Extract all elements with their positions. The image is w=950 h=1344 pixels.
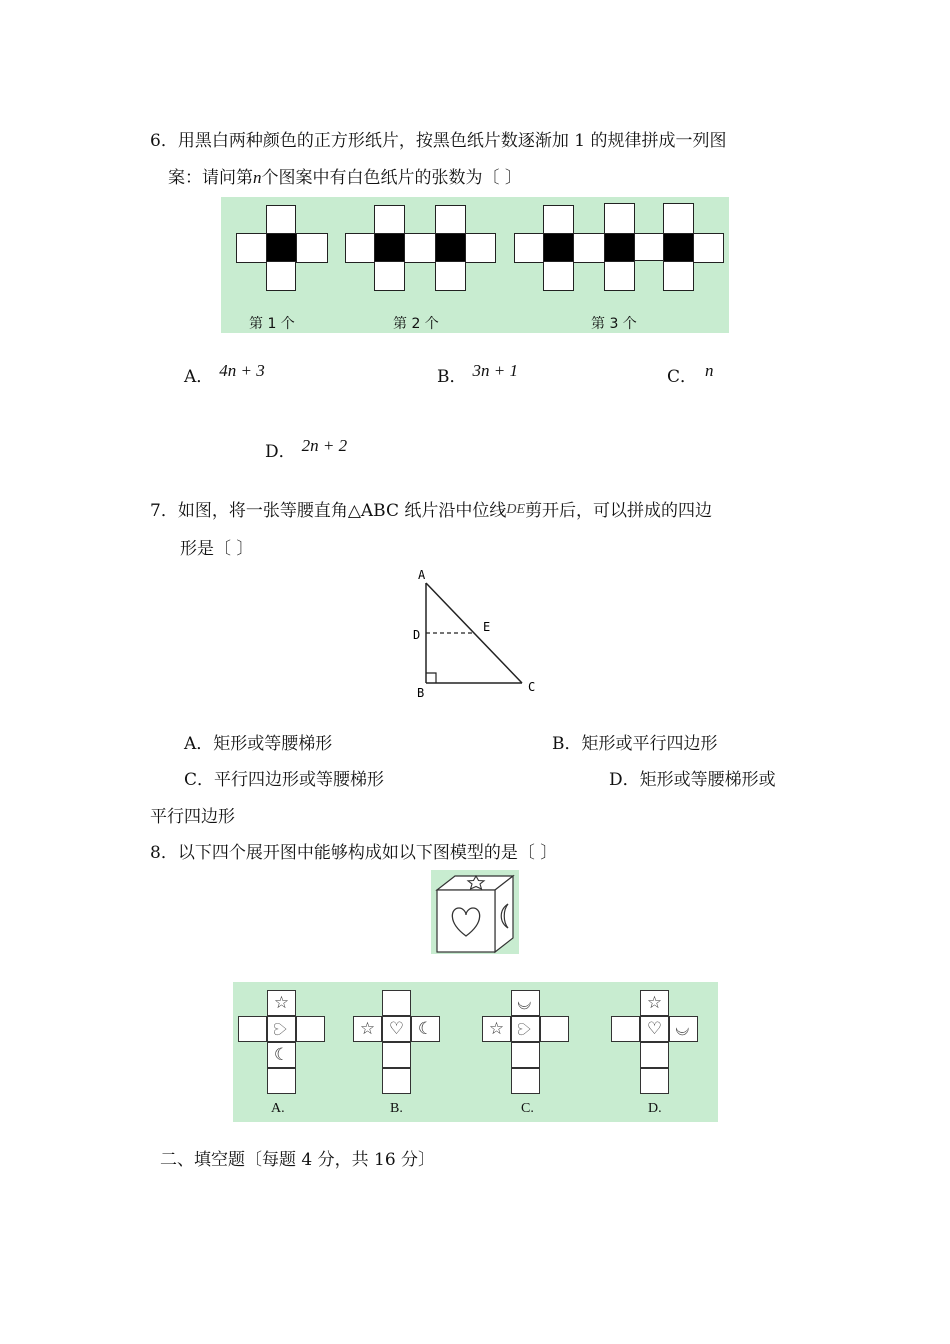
net-label-c: C.: [521, 1101, 534, 1116]
point-b-label: B: [417, 686, 425, 700]
net-c-face: [511, 1042, 540, 1068]
net-c-face: [482, 1016, 511, 1042]
net-a-face: [238, 1016, 267, 1042]
q7-line1-b: 剪开后，可以拼成的四边: [525, 501, 713, 521]
heart-icon: ♡: [515, 1021, 536, 1037]
net-a-face: [267, 1042, 296, 1068]
q7-line1-a: 7．如图，将一张等腰直角△ABC 纸片沿中位线: [150, 501, 507, 521]
star-icon: ☆: [646, 993, 663, 1013]
q7-option-d-continued: 平行四边形: [150, 807, 235, 827]
net-a-face: [267, 1016, 296, 1042]
q6-line2-b: 个图案中有白色纸片的张数为〔 〕: [261, 168, 522, 188]
white-square: [435, 205, 466, 235]
white-square: [634, 233, 664, 261]
net-b-face: [353, 1016, 382, 1042]
option-letter: A．: [184, 367, 214, 387]
net-c-face: [511, 1016, 540, 1042]
moon-icon: ☾: [417, 1019, 434, 1039]
white-square: [266, 205, 296, 235]
moon-icon: ☾: [673, 1021, 694, 1037]
net-d-face: [669, 1016, 698, 1042]
net-c-face: [511, 1068, 540, 1094]
option-expr: 2n + 2: [301, 436, 348, 455]
moon-icon: ☾: [515, 995, 536, 1011]
black-square: [663, 233, 694, 263]
white-square: [663, 261, 694, 291]
point-d-label: D: [413, 628, 421, 642]
pattern-label-2: 第 2 个: [393, 316, 439, 332]
white-square: [435, 261, 466, 291]
white-square: [296, 233, 328, 263]
black-square: [374, 233, 405, 263]
q6-pattern-figure: [221, 197, 729, 333]
black-square: [543, 233, 574, 263]
net-a-face: [267, 990, 296, 1016]
white-square: [604, 203, 635, 235]
q7-line1: [150, 496, 712, 521]
q7-var-de: DE: [506, 502, 526, 517]
net-d-face: [640, 1068, 669, 1094]
white-square: [543, 261, 574, 291]
black-square: [266, 233, 298, 263]
white-square: [693, 233, 724, 263]
net-d-face: [640, 990, 669, 1016]
star-icon: ☆: [488, 1019, 505, 1039]
net-b-face: [382, 990, 411, 1016]
q8-cube-model: [431, 870, 519, 954]
q6-var-n: n: [253, 168, 262, 187]
net-d-face: [640, 1016, 669, 1042]
net-b-face: [382, 1042, 411, 1068]
q8-nets-figure: [233, 982, 718, 1122]
white-square: [266, 261, 296, 291]
heart-icon: ♡: [271, 1021, 292, 1037]
white-square: [465, 233, 496, 263]
net-c-face: [511, 990, 540, 1016]
net-c-face: [540, 1016, 569, 1042]
q6-option-a[interactable]: [184, 362, 265, 387]
star-icon: ☆: [273, 993, 290, 1013]
white-square: [573, 233, 605, 263]
net-b-face: [382, 1016, 411, 1042]
q8-line1: 8．以下四个展开图中能够构成如以下图模型的是〔 〕: [150, 843, 558, 863]
point-e-label: E: [483, 620, 491, 634]
point-a-label: A: [418, 568, 426, 582]
white-square: [374, 205, 405, 235]
net-label-b: B.: [390, 1101, 403, 1116]
q7-option-c[interactable]: C．平行四边形或等腰梯形: [184, 770, 385, 790]
q6-option-d[interactable]: [265, 437, 347, 462]
white-square: [345, 233, 376, 263]
q7-triangle-figure: [400, 565, 550, 705]
q7-option-a[interactable]: A．矩形或等腰梯形: [184, 734, 333, 754]
option-expr: 3n + 1: [472, 361, 518, 380]
net-label-d: D.: [648, 1101, 662, 1116]
q7-option-d[interactable]: D．矩形或等腰梯形或: [609, 770, 776, 790]
option-letter: B．: [437, 367, 467, 387]
net-label-a: A.: [271, 1101, 285, 1116]
white-square: [514, 233, 545, 263]
net-d-face: [640, 1042, 669, 1068]
section2-title: 二、填空题〔每题 4 分，共 16 分〕: [160, 1150, 436, 1170]
moon-icon: ☾: [273, 1045, 290, 1065]
net-d-face: [611, 1016, 640, 1042]
q6-line1: 6．用黑白两种颜色的正方形纸片，按黑色纸片数逐渐加 1 的规律拼成一列图: [150, 131, 727, 151]
pattern-label-3: 第 3 个: [591, 316, 637, 332]
white-square: [604, 261, 635, 291]
q7-option-b[interactable]: B．矩形或平行四边形: [552, 734, 718, 754]
heart-icon: ♡: [646, 1019, 663, 1039]
option-letter: C．: [667, 367, 698, 387]
black-square: [604, 233, 635, 263]
white-square: [374, 261, 405, 291]
point-c-label: C: [528, 680, 536, 694]
pattern-label-1: 第 1 个: [249, 316, 295, 332]
white-square: [404, 233, 436, 263]
q6-option-b[interactable]: [437, 362, 518, 387]
net-b-face: [382, 1068, 411, 1094]
black-square: [435, 233, 466, 263]
net-a-face: [267, 1068, 296, 1094]
star-icon: ☆: [359, 1019, 376, 1039]
q7-line2: 形是〔 〕: [180, 539, 254, 559]
q6-line2: [168, 163, 522, 188]
white-square: [543, 205, 574, 235]
option-letter: D．: [265, 442, 296, 462]
white-square: [663, 203, 694, 235]
net-b-face: [411, 1016, 440, 1042]
q6-option-c[interactable]: [667, 362, 714, 387]
heart-icon: ♡: [388, 1019, 405, 1039]
option-expr: 4n + 3: [219, 361, 265, 380]
net-a-face: [296, 1016, 325, 1042]
white-square: [236, 233, 268, 263]
q6-line2-a: 案：请问第: [168, 168, 253, 188]
option-expr: n: [705, 361, 714, 380]
